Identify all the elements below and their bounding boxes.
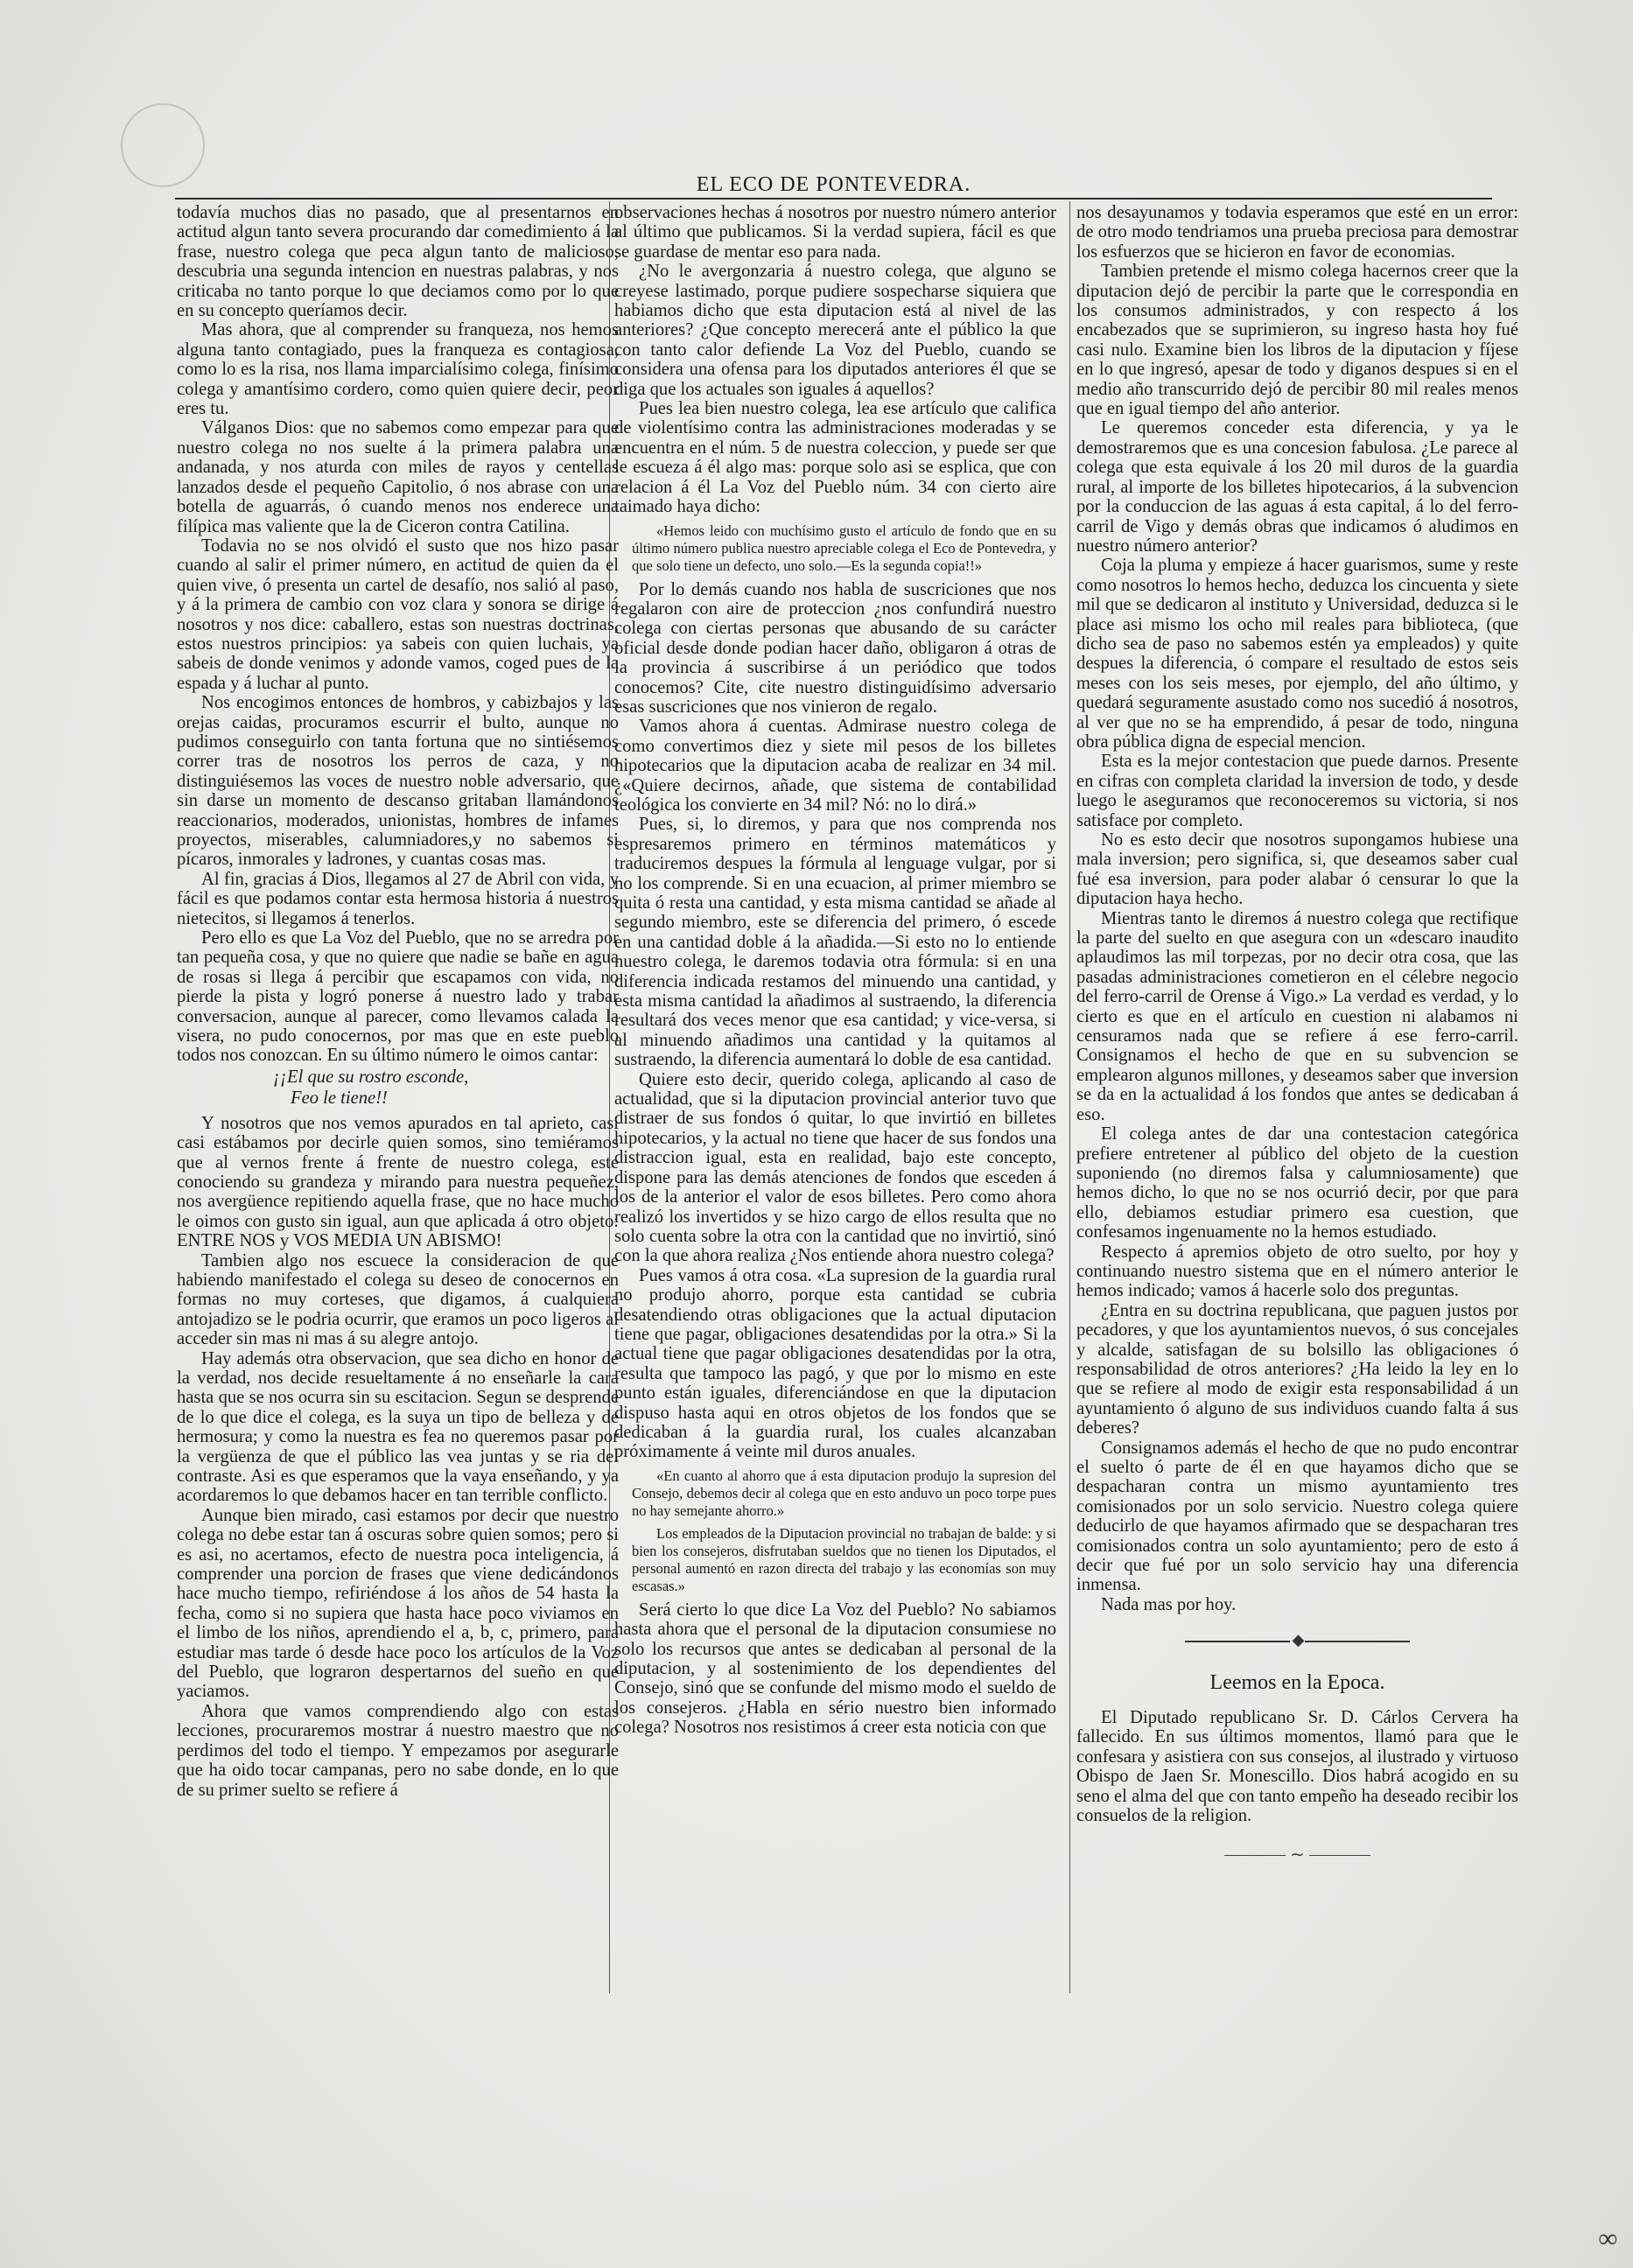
newspaper-title: EL ECO DE PONTEVEDRA. xyxy=(696,173,971,196)
paragraph: El colega antes de dar una contestacion categórica prefiere entretener al público del objeto de la cuestion suponiendo (no diremos falsa y calumniosamente) que hemos dicho, lo que no se nos ocurrió decir, por que para ello, debiamos estudiar primero esa cuestion, que confesamos ingenuamente no la hemos estudiado. xyxy=(1076,1124,1518,1242)
paragraph: Aunque bien mirado, casi estamos por decir que nuestro colega no debe estar tan á oscuras sobre quien somos; pero si es asi, no acertamos, efecto de nuestra poca inteligencia, á comprender una porcion de frases que viene dedicándonos hace mucho tiempo, refiriéndose á los años de 54 hasta la fecha, como si no supiera que hasta hace poco viviamos en el limbo de los niños, aprendiendo el a, b, c, primero, para estudiar mas tarde ó desde hace poco los artículos de la Voz del Pueblo, que lograron despertarnos del sueño en que yaciamos. xyxy=(177,1505,619,1702)
paragraph: Coja la pluma y empieze á hacer guarismos, sume y reste como nosotros lo hemos hecho, deduzca los cincuenta y siete mil que se dedicaron al instituto y Universidad, deduzca si le place asi mismo los ocho mil reales para biblioteca, (que dicho sea de paso no sabemos estén ya empleados) y quite despues la diferencia, ó compare el resultado de estos seis meses con los seis meses, por ejemplo, del año último, y quedará seguramente asustado como nos sucedió á nosotros, al ver que no se ha emprendido, á pesar de todo, ninguna obra pública digna de especial mencion. xyxy=(1076,556,1518,752)
section-heading: Leemos en la Epoca. xyxy=(1209,1670,1385,1694)
quoted-passage: «En cuanto al ahorro que á esta diputacion produjo la supresion del Consejo, debemos decir al colega que en esto anduvo un poco torpe pues no hay semejante ahorro.» xyxy=(632,1466,1056,1519)
column-3 xyxy=(1076,203,1518,1865)
page-header xyxy=(175,173,1492,200)
paragraph: Respecto á apremios objeto de otro suelto, por hoy y continuando nuestro sistema que en el número anterior le hemos indicado; vamos á hacerle solo dos preguntas. xyxy=(1076,1242,1518,1301)
ornamental-divider: ◆ xyxy=(1076,1630,1518,1649)
closing-flourish: ∼ xyxy=(1076,1845,1518,1865)
corner-mark: ∞ xyxy=(1598,2224,1617,2253)
paragraph: Consignamos además el hecho de que no pudo encontrar el suelto ó parte de él en que hayamos dicho que se despacharan contra un mismo ayuntamiento tres comisionados por un solo servicio. Nuestro colega quiere deducirlo de que hayamos afirmado que se despacharan tres comisionados contra un solo ayuntamiento; pero de esto á decir que fué por un solo servicio hay una diferencia inmensa. xyxy=(1076,1438,1518,1595)
paragraph: todavía muchos dias no pasado, que al presentarnos en actitud algun tanto severa procurando dar comedimiento á la frase, nuestro colega que peca algun tanto de malicioso, descubria una segunda intencion en nuestras palabras, y nos criticaba no tanto porque lo que deciamos como por lo que en su concepto queríamos decir. xyxy=(177,203,619,321)
paragraph: Esta es la mejor contestacion que puede darnos. Presente en cifras con completa claridad la inversion de todo, y desde luego le aseguramos que reconoceremos su victoria, si nos satisface por completo. xyxy=(1076,752,1518,830)
paragraph: Mas ahora, que al comprender su franqueza, nos hemos alguna tanto contagiado, pues la franqueza es contagiosa, como lo es la risa, nos llama imparcialísimo colega, finísimo colega y amantísimo cordero, como quien quiere decir, peor eres tu. xyxy=(177,320,619,419)
column-rule xyxy=(1069,201,1070,1993)
paragraph: Quiere esto decir, querido colega, aplicando al caso de actualidad, que si la diputacion provincial anterior tuvo que distraer de sus fondos ó quitar, lo que invirtió en billetes hipotecarios, y la actual no tiene que hacer de sus fondos una distraccion igual, esta en realidad, bajo este concepto, dispone para las demás atenciones de fondos que esceden á los de la anterior el valor de esos billetes. Pero como ahora realizó los invertidos y se hizo cargo de ellos resulta que no solo cuenta sobre la otra con la cantidad que no invirtió, sinó con la que ahora realiza ¿Nos entiende ahora nuestro colega? xyxy=(614,1069,1056,1266)
paragraph: Pues lea bien nuestro colega, lea ese artículo que califica de violentísimo contra las administraciones moderadas y se encuentra en el núm. 5 de nuestra coleccion, y puede ser que le escueza á él algo mas: porque solo asi se esplica, que con relacion á él La Voz del Pueblo núm. 34 con cierto aire taimado haya dicho: xyxy=(614,399,1056,517)
column-2 xyxy=(614,203,1056,1992)
quoted-passage: «Hemos leido con muchísimo gusto el artículo de fondo que en su último número publica nuestro apreciable colega el Eco de Pontevedra, y que solo tiene un defecto, uno solo.—Es la segunda copia!!» xyxy=(632,522,1056,574)
paragraph: Todavia no se nos olvidó el susto que nos hizo pasar cuando al salir el primer número, en actitud de quien da el quien vive, ó presenta un cartel de desafío, nos salió al paso, y á la primera de cambio con voz clara y sonora se dirige á nosotros y nos dice: caballero, estas son nuestras doctrinas, estos nuestros principios: ya sabeis con quien luchais, ya sabeis de donde venimos y adonde vamos, coged pues de la espada y á luchar al punto. xyxy=(177,536,619,693)
verse-line: Feo le tiene!! xyxy=(291,1088,388,1109)
paragraph: Nada mas por hoy. xyxy=(1101,1594,1237,1614)
paragraph: Tambien algo nos escuece la consideracion de que habiendo manifestado el colega su deseo de conocernos en formas no muy corteses, que digamos, á cualquiera antojadizo se le podria ocurrir, que eramos un poco ligeros al acceder sin mas ni mas á su alegre antojo. xyxy=(177,1250,619,1349)
paragraph: Será cierto lo que dice La Voz del Pueblo? No sabiamos hasta ahora que el personal de la diputacion consumiese no solo los recursos que antes se dedicaban al personal de la diputacion, y al sostenimiento de los dependientes del Consejo, sinó que se confunde del mismo modo el sueldo de los consejeros. ¿Habla en sério nuestro bien informado colega? Nosotros nos resistimos á creer esta noticia con que xyxy=(614,1600,1056,1738)
paragraph: ¿Entra en su doctrina republicana, que paguen justos por pecadores, y que los ayuntamientos nuevos, ó sus concejales y alcalde, satisfagan de su bolsillo las obligaciones ó responsabilidad de otros anteriores? ¿Ha leido la ley en lo que se refiere al modo de exigir esta responsabilidad á un ayuntamiento ó alguno de sus individuos cuando falta á sus deberes? xyxy=(1076,1300,1518,1438)
paragraph: Hay además otra observacion, que sea dicho en honor de la verdad, nos decide resueltamente á no enseñarle la cara hasta que se nos ocurra sin su escitacion. Segun se desprende de lo que dice el colega, es la suya un tipo de belleza y de hermosura; y como la nuestra es fea no queremos pasar por la vergüenza de que el público las vea juntas y se ria del contraste. Asi es que esperamos que la vaya enseñando, y ya acordaremos lo que debamos hacer en tan terrible conflicto. xyxy=(177,1348,619,1506)
verse-line: ¡¡El que su rostro esconde, xyxy=(273,1067,469,1087)
paragraph: Al fin, gracias á Dios, llegamos al 27 de Abril con vida, y fácil es que podamos contar esta hermosa historia á nuestros nietecitos, si llegamos á tenerlos. xyxy=(177,869,619,928)
paragraph: El Diputado republicano Sr. D. Cárlos Cervera ha fallecido. En sus últimos momentos, llamó para que le confesara y asistiera con sus consejos, al ilustrado y virtuoso Obispo de Jaen Sr. Monescillo. Dios habrá acogido en su seno el alma del que con tanto empeño ha deseado recibir los consuelos de la religion. xyxy=(1076,1708,1518,1826)
paragraph: Mientras tanto le diremos á nuestro colega que rectifique la parte del suelto en que asegura con un «descaro inaudito aplaudimos las mil torpezas, por no decir otra cosa, que las pasadas administraciones cometieron en el célebre negocio del ferro-carril de Orense á Vigo.» La verdad es verdad, y lo cierto es que en el artículo en cuestion ni alabamos ni censuramos nada que se refiere á ese ferro-carril. Consignamos el hecho de que en su subvencion se emplearon algunos millones, y deseamos saber que inversion se da en la actualidad á los fondos que antes se dedicaban á eso. xyxy=(1076,908,1518,1124)
paragraph: ¿No le avergonzaria á nuestro colega, que alguno se creyese lastimado, porque pudiere sospecharse siquiera que habiamos dicho que esta diputacion está al nivel de las anteriores? ¿Que concepto merecerá ante el público la que con tanto calor defiende La Voz del Pueblo, cuando se considera una ofensa para los diputados anteriores él que se diga que los actuales son iguales á aquellos? xyxy=(614,262,1056,399)
paragraph: Nos encogimos entonces de hombros, y cabizbajos y las orejas caidas, procuramos escurrir el bulto, aunque no pudimos conseguirlo con tanta fortuna que no sintiésemos correr tras de nosotros los perros de caza, y no distinguiésemos las voces de nuestro noble adversario, que sin darse un momento de descanso gritaban llamándonos reaccionarios, moderados, unionistas, hombres de infames proyectos, miserables, calumniadores,y no sabemos si pícaros, inmorales y ladrones, y cuantas cosas mas. xyxy=(177,693,619,870)
paragraph: Tambien pretende el mismo colega hacernos creer que la diputacion dejó de percibir la parte que le correspondia en los consumos administrados, y con respecto á los encabezados que se suprimieron, su ingreso hasta hoy fué casi nulo. Examine bien los libros de la diputacion y fíjese en lo que ingresó, apesar de todo y diganos despues si en el medio año transcurrido dejó de percibir 80 mil reales menos que en igual tiempo del año anterior. xyxy=(1076,262,1518,419)
paragraph: nos desayunamos y todavia esperamos que esté en un error: de otro modo tendriamos una prueba preciosa para demostrar los esfuerzos que se hicieron en favor de economias. xyxy=(1076,203,1518,262)
paragraph: observaciones hechas á nosotros por nuestro número anterior al último que publicamos. Si la verdad supiera, fácil es que se guardase de mentar eso para nada. xyxy=(614,203,1056,262)
paragraph: Por lo demás cuando nos habla de suscriciones que nos regalaron con aire de proteccion ¿nos confundirá nuestro colega con ciertas personas que abusando de su carácter oficial desde donde podian hacer daño, obligaron á otras de la provincia á suscribirse á un periódico que todos conocemos? Cite, cite nuestro distinguidísimo adversario esas suscriciones que nos vinieron de regalo. xyxy=(614,579,1056,717)
column-1 xyxy=(177,203,619,1992)
paragraph: Le queremos conceder esta diferencia, y ya le demostraremos que es una concesion fabulosa. ¿Le parece al colega que esta equivale á los 20 mil duros de la guardia rural, al importe de los billetes hipotecarios, á la subvencion por la conduccion de las aguas á esta capital, á lo del ferro-carril de Vigo y demás obras que indicamos ó aludimos en nuestro número anterior? xyxy=(1076,418,1518,556)
quoted-passage: Los empleados de la Diputacion provincial no trabajan de balde: y si bien los consejeros, disfrutaban sueldos que no tienen los Diputados, el personal aumentó en razon directa del trabajo y las economías son muy escasas.» xyxy=(632,1524,1056,1594)
paragraph: Válganos Dios: que no sabemos como empezar para que nuestro colega no nos suelte á la primera palabra una andanada, y nos aturda con miles de rayos y centellas lanzados desde el pequeño Capitolio, ó nos abrase con una botella de aguarrás, ó cuando menos nos enderece una filípica mas valiente que la de Ciceron contra Catilina. xyxy=(177,418,619,536)
paragraph: Y nosotros que nos vemos apurados en tal aprieto, casi casi estábamos por decirle quien somos, sino temiéramos que al vernos frente á frente de nuestro colega, este conociendo su grandeza y mirando para nuestra pequeñez, nos avergüence repitiendo aquella frase, que no hace mucho le oimos con gusto sin igual, aun que aplicada á otro objeto: ENTRE NOS y VOS MEDIA UN ABISMO! xyxy=(177,1113,619,1251)
paragraph: Pues, si, lo diremos, y para que nos comprenda nos espresaremos primero en términos matemáticos y traduciremos despues la fórmula al lenguage vulgar, por si no los comprende. Si en una ecuacion, al primer miembro se quita ó resta una cantidad, y esta misma cantidad se añade al segundo miembro, este se diferencia del primero, ó escede en una cantidad doble á la añadida.—Si esto no lo entiende nuestro colega, le daremos todavia otra fórmula: si en una diferencia indicada restamos del minuendo una cantidad, y esta misma cantidad la añadimos al sustraendo, la diferencia resultará dos veces menor que esa cantidad; y vice-versa, si al minuendo añadimos una cantidad y la quitamos al sustraendo, la diferencia aumentará lo doble de esa cantidad. xyxy=(614,815,1056,1070)
paragraph: Pues vamos á otra cosa. «La supresion de la guardia rural no produjo ahorro, porque esta cantidad se cubria desatendiendo otras obligaciones que la actual diputacion tiene que pagar, obligaciones desatendidas por la otra.» Si la actual tiene que pagar obligaciones desatendidas por la otra, resulta que tampoco las pagó, y que por lo mismo en este punto están iguales, diferenciándose en que la diputacion dispuso hasta aqui en otros objetos de los fondos que se dedicaban á la guardia rural, los cuales alcanzaban próximamente á veinte mil duros anuales. xyxy=(614,1265,1056,1462)
paragraph: Ahora que vamos comprendiendo algo con estas lecciones, procuraremos mostrar á nuestro maestro que no perdimos del todo el tiempo. Y empezamos por asegurarle que ha oido tocar campanas, pero no sabe donde, en lo que de su primer suelto se refiere á xyxy=(177,1701,619,1800)
paragraph: Vamos ahora á cuentas. Admirase nuestro colega de como convertimos diez y siete mil pesos de los billetes hipotecarios que la diputacion acaba de realizar en 34 mil. ¿«Quiere decirnos, añade, que sistema de contabilidad teológica los convierte en 34 mil? Nó: no lo dirá.» xyxy=(614,717,1056,815)
paragraph: Pero ello es que La Voz del Pueblo, que no se arredra por tan pequeña cosa, y que no quiere que nadie se bañe en agua de rosas si llega á percibir que escapamos con vida, no pierde la pista y logró ponerse á nuestro lado y trabar conversacion, aunque al parecer, como llevamos calada la visera, no pudo conocernos, por mas que en este pueblo todos nos conozcan. En su último número le oimos cantar: xyxy=(177,928,619,1066)
paragraph: No es esto decir que nosotros supongamos hubiese una mala inversion; pero significa, si, que deseamos saber cual fué esa inversion, para poder alabar ó censurar lo que la diputacion haya hecho. xyxy=(1076,830,1518,909)
